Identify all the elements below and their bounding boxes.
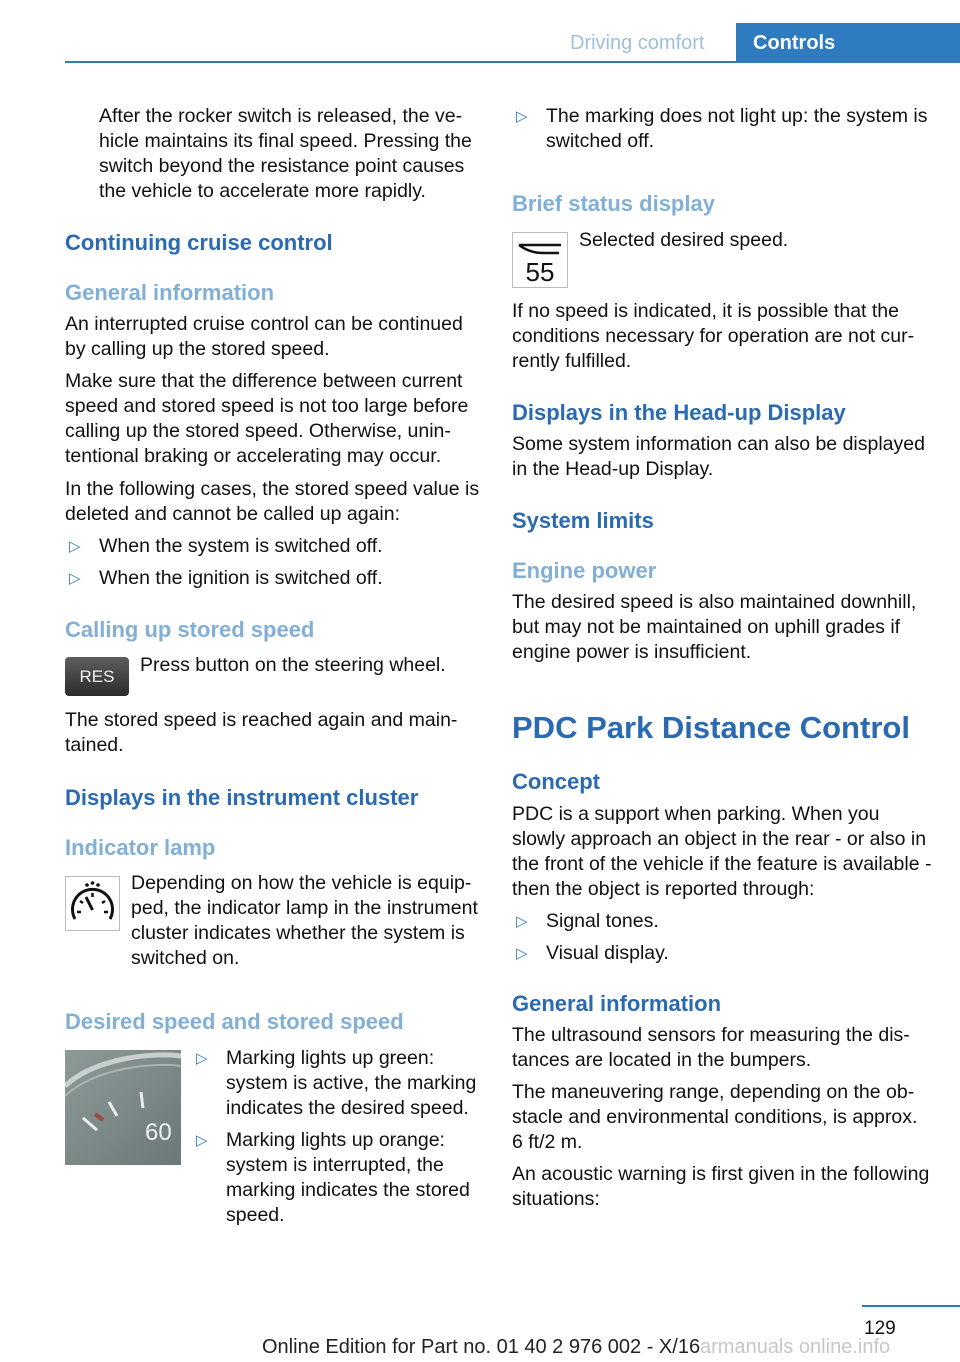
gauge-number: 60: [145, 1119, 172, 1146]
selected-speed-text: Selected desired speed.: [579, 229, 789, 251]
marking-off-list: [512, 104, 932, 154]
concept-paragraph: PDC is a support when parking. When you slowly approach an object in the rear - or also in the front of the vehicle if the feature is available - then the object is reported through:: [512, 803, 932, 900]
list-item: ▷ Signal tones.: [516, 910, 659, 932]
heading-desired-and-stored-speed: Desired speed and stored speed: [65, 1009, 404, 1034]
indicator-lamp-paragraph: Depending on how the vehicle is equipped, the indicator lamp in the instrument cluster indicates whether the system is switched on.: [131, 872, 478, 969]
general-paragraph-3: In the following cases, the stored speed value is deleted and cannot be called up again:: [65, 478, 480, 525]
triangle-bullet-icon: ▷: [196, 1050, 208, 1067]
general-paragraph-2: Make sure that the difference between current speed and stored speed is not too large before calling up the stored speed. Otherwise, unintentional braking or accelerating may occur.: [65, 370, 469, 467]
res-button-icon: RES: [65, 657, 129, 696]
list-item: ▷ When the ignition is switched off.: [69, 567, 383, 589]
triangle-bullet-icon: ▷: [69, 538, 81, 555]
heading-head-up-display: Displays in the Head-up Display: [512, 400, 846, 425]
list-item: ▷ Marking lights up orange: system is interrupted, the marking indicates the stored speed.: [196, 1129, 470, 1226]
header-tab-controls: Controls: [736, 23, 960, 62]
footer-rule: [862, 1305, 960, 1307]
triangle-bullet-icon: ▷: [516, 108, 528, 125]
general-paragraph-1: An interrupted cruise control can be continued by calling up the stored speed.: [65, 313, 463, 360]
header-section-title: Driving comfort: [570, 32, 705, 54]
set-speed-icon: [512, 232, 568, 288]
concept-list: [512, 909, 932, 966]
heading-indicator-lamp: Indicator lamp: [65, 835, 216, 860]
header-rule: [65, 61, 960, 63]
press-button-text: Press button on the steering wheel.: [140, 654, 446, 676]
stored-speed-reached-text: The stored speed is reached again and maintained.: [65, 709, 458, 756]
heading-brief-status-display: Brief status display: [512, 191, 715, 216]
watermark-text: armanuals online.info: [700, 1336, 891, 1358]
list-item: ▷ Marking lights up green: system is active, the marking indicates the desired speed.: [196, 1047, 477, 1119]
speedometer-image: [65, 1050, 181, 1165]
pdc-general-paragraph-3: An acoustic warning is first given in the following situations:: [512, 1163, 930, 1210]
page-number: 129: [864, 1318, 896, 1339]
no-speed-paragraph: If no speed is indicated, it is possible that the conditions necessary for operation are not currently fulfilled.: [512, 300, 915, 372]
marking-list: [192, 1046, 485, 1228]
list-item: ▷ When the system is switched off.: [69, 535, 383, 557]
heading-concept: Concept: [512, 769, 600, 794]
heading-general-information-pdc: General information: [512, 991, 722, 1016]
heading-general-information: General information: [65, 280, 275, 305]
heading-calling-up-stored-speed: Calling up stored speed: [65, 617, 315, 642]
triangle-bullet-icon: ▷: [196, 1132, 208, 1149]
pdc-general-paragraph-2: The maneuvering range, depending on the obstacle and environmental conditions, is approx. 6 ft/2 m.: [512, 1081, 918, 1153]
intro-paragraph: After the rocker switch is released, the vehicle maintains its final speed. Pressing the switch beyond the resistance point causes the vehicle to accelerate more rapidly.: [99, 105, 472, 202]
heading-system-limits: System limits: [512, 508, 654, 533]
heading-engine-power: Engine power: [512, 558, 657, 583]
heading-displays-instrument-cluster: Displays in the instrument cluster: [65, 785, 419, 810]
deleted-cases-list: [65, 534, 485, 591]
pdc-general-paragraph-1: The ultrasound sensors for measuring the distances are located in the bumpers.: [512, 1024, 910, 1071]
triangle-bullet-icon: ▷: [516, 945, 528, 962]
heading-continuing-cruise-control: Continuing cruise control: [65, 230, 333, 255]
footer-edition-text: Online Edition for Part no. 01 40 2 976 002 - X/16: [262, 1336, 701, 1358]
heading-pdc: PDC Park Distance Control: [512, 710, 910, 745]
list-item: ▷ Visual display.: [516, 942, 669, 964]
triangle-bullet-icon: ▷: [516, 913, 528, 930]
hud-paragraph: Some system information can also be displayed in the Head-up Display.: [512, 433, 925, 480]
list-item: ▷ The marking does not light up: the system is switched off.: [516, 105, 928, 152]
engine-power-paragraph: The desired speed is also maintained downhill, but may not be maintained on uphill grades if engine power is insufficient.: [512, 591, 917, 663]
speed-icon-number: 55: [525, 257, 555, 287]
triangle-bullet-icon: ▷: [69, 570, 81, 587]
